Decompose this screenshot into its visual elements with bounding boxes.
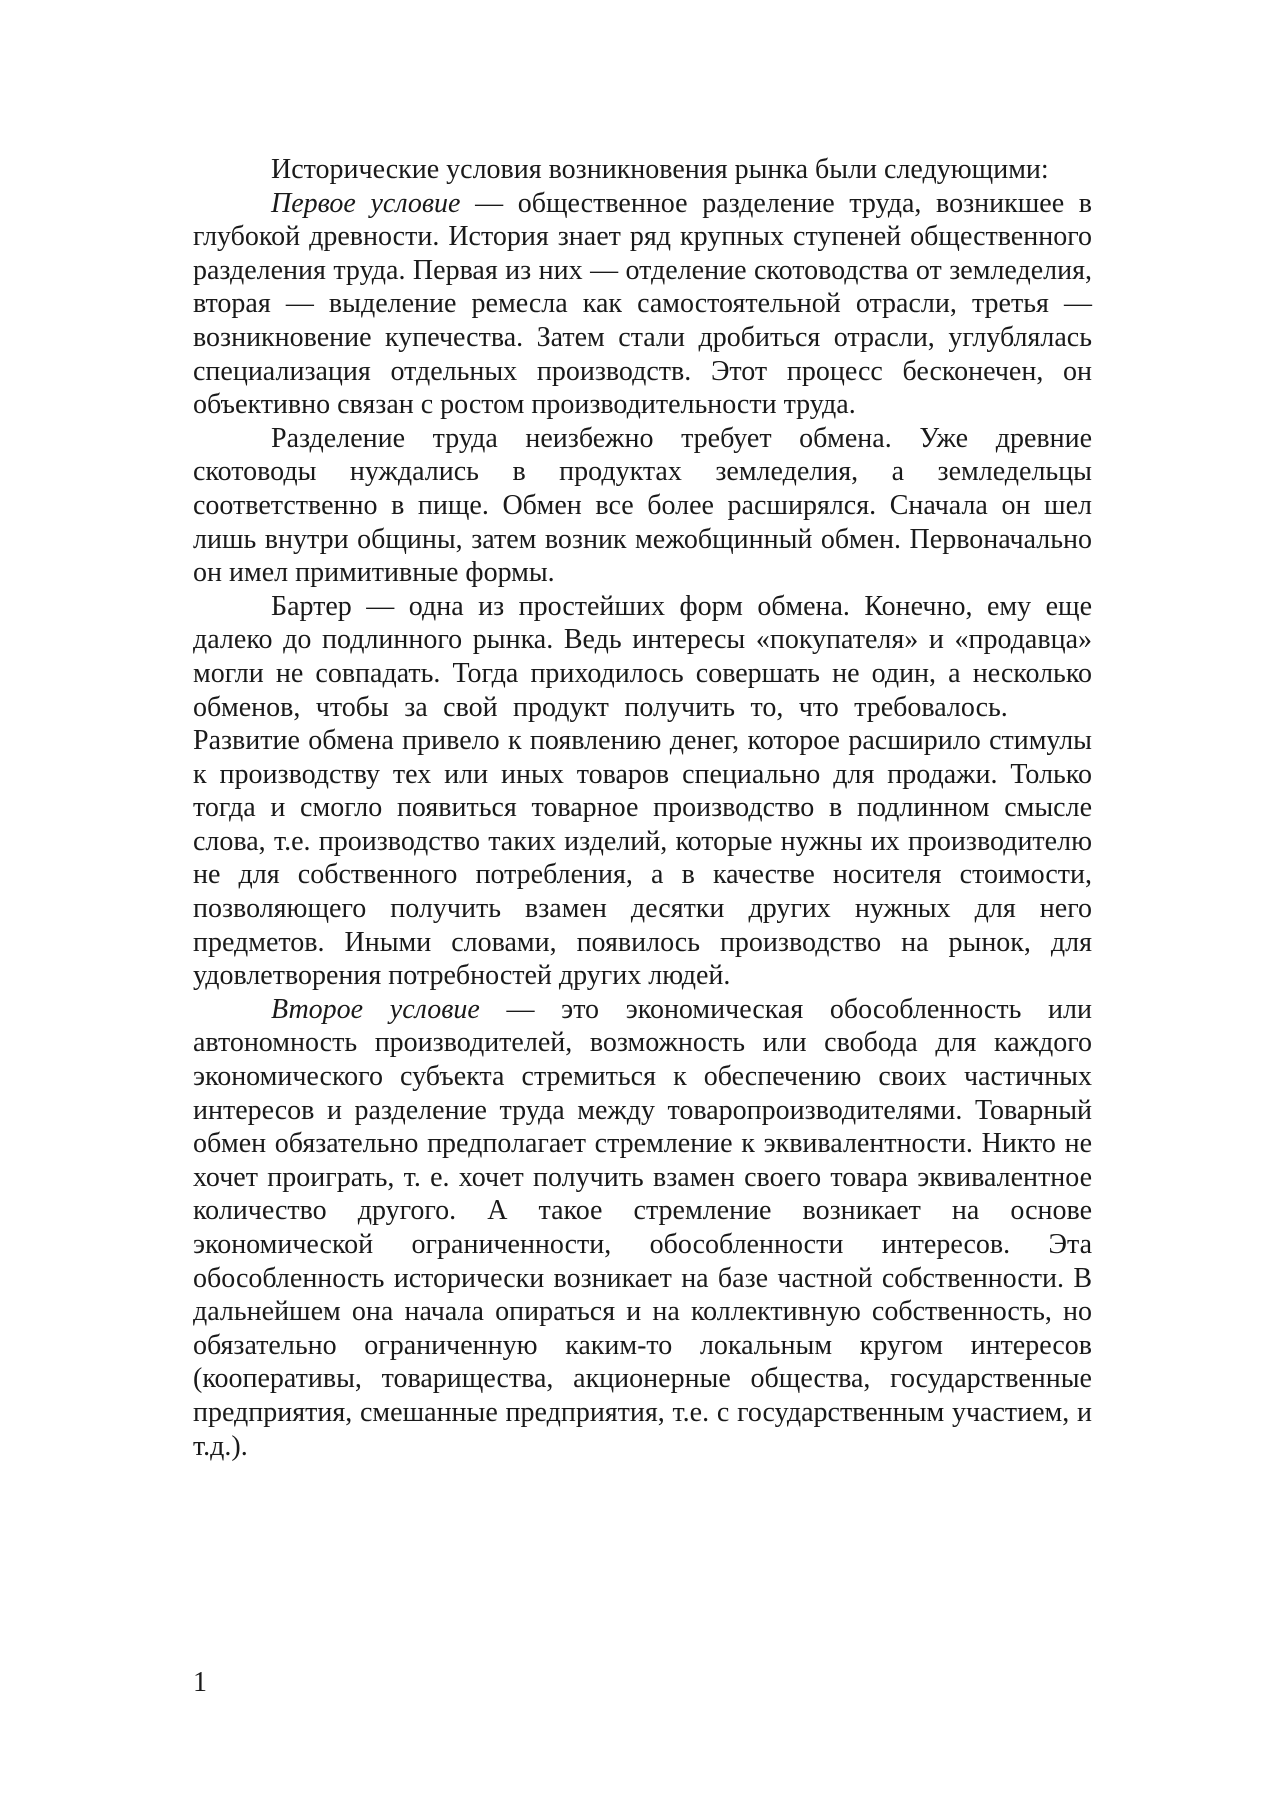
paragraph-lead-term: Второе условие [271,993,480,1025]
paragraph-text: — общественное разделение труда, возникшее в глубокой древности. История знает ряд крупных ступеней общественного разделения труда. Первая из них — отделение скотоводства от земледелия, вторая — выделение ремесла как самостоятельной отрасли, третья — возникновение купечества. Затем стали дробиться отрасли, углублялась специализация отдельных производств. Этот процесс бесконечен, он объективно связан с ростом производительности труда. [193,187,1092,421]
paragraph-text: Разделение труда неизбежно требует обмена. Уже древние скотоводы нуждались в продуктах земледелия, а земледельцы соответственно в пище. Обмен все более расширялся. Сначала он шел лишь внутри общины, затем возник межобщинный обмен. Первоначально он имел примитивные формы. [193,422,1092,589]
paragraph-text: Бартер — одна из простейших форм обмена. Конечно, ему еще далеко до подлинного рынка. Ведь интересы «покупателя» и «продавца» могли не совпадать. Тогда приходилось совершать не один, а несколько обменов, чтобы за свой продукт получить то, что требовалось. Развитие обмена привело к появлению денег, которое расширило стимулы к производству тех или иных товаров специально для продажи. Только тогда и смогло появиться товарное производство в подлинном смысле слова, т.е. производство таких изделий, которые нужны их производителю не для собственного потребления, а в качестве носителя стоимости, позволяющего получить взамен десятки других нужных для него предметов. Иными словами, появилось производство на рынок, для удовлетворения потребностей других людей. [193,590,1092,992]
paragraph-text: — это экономическая обособленность или автономность производителей, возможность или свобода для каждого экономического субъекта стремиться к обеспечению своих частичных интересов и разделение труда между товаропроизводителями. Товарный обмен обязательно предполагает стремление к эквивалентности. Никто не хочет проиграть, т. е. хочет получить взамен своего товара эквивалентное количество другого. А такое стремление возникает на основе экономической ограниченности, обособленности интересов. Эта обособленность исторически возникает на базе частной собственности. В дальнейшем она начала опираться и на коллективную собственность, но обязательно ограниченную каким-то локальным кругом интересов (кооперативы, товарищества, акционерные общества, государственные предприятия, смешанные предприятия, т.е. с государственным участием, и т.д.). [193,993,1092,1462]
paragraph-historical-conditions [193,153,1092,187]
paragraph-first-condition [193,187,1092,422]
paragraph-division-of-labor [193,422,1092,590]
paragraph-barter [193,590,1092,993]
document-body [193,153,1092,1463]
paragraph-text: Исторические условия возникновения рынка были следующими: [271,154,1049,185]
paragraph-lead-term: Первое условие [271,187,461,219]
paragraph-second-condition [193,993,1092,1463]
page-number: 1 [193,1667,207,1698]
